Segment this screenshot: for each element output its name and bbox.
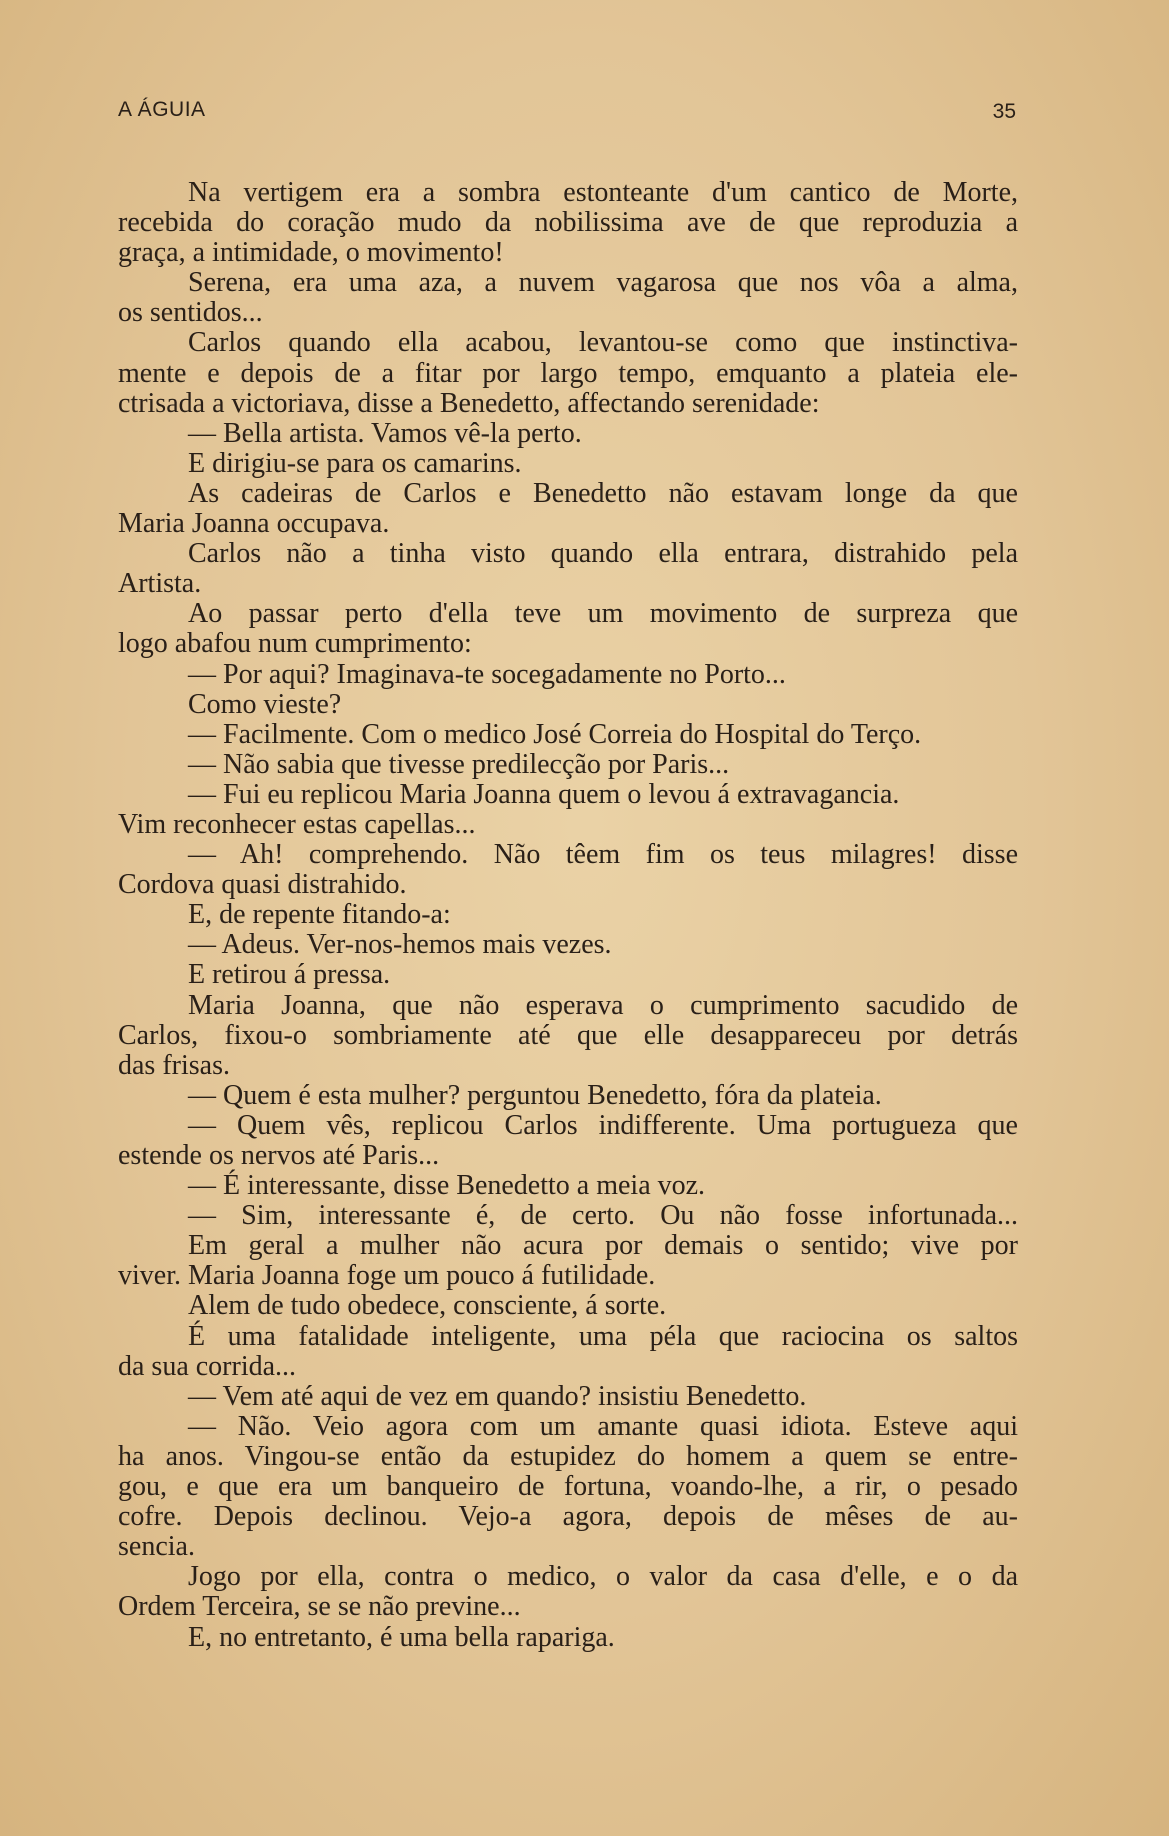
text-line: Como vieste? [188,688,342,720]
text-line: Cordova quasi distrahido. [118,869,407,901]
text-line: das frisas. [118,1049,230,1081]
text-line: — Não. Veio agora com um amante quasi idiota. Esteve aqui [188,1410,1018,1442]
text-line: — Não sabia que tivesse predilecção por Paris... [188,748,730,780]
text-line: Maria Joanna occupava. [118,508,390,540]
text-line: Ordem Terceira, se se não previne... [118,1591,521,1623]
text-line: estende os nervos até Paris... [118,1140,440,1171]
body-text [118,178,1018,1653]
text-line: — Por aqui? Imaginava-te socegadamente no Porto... [188,658,786,690]
text-line: Alem de tudo obedece, consciente, á sorte. [188,1290,667,1322]
text-line: — Ah! comprehendo. Não têem fim os teus milagres! disse [188,839,1018,871]
text-line: E, no entretanto, é uma bella rapariga. [188,1621,615,1653]
text-line: Ao passar perto d'ella teve um movimento de surpreza que [188,598,1018,630]
text-line: E retirou á pressa. [188,959,391,991]
text-line: viver. Maria Joanna foge um pouco á futilidade. [118,1260,656,1292]
text-line: — Fui eu replicou Maria Joanna quem o levou á extravagancia. [188,778,900,810]
text-line: recebida do coração mudo da nobilissima ave de que reproduzia a [118,207,1018,239]
text-line: — Facilmente. Com o medico José Correia do Hospital do Terço. [188,718,922,750]
text-line: Carlos, fixou-o sombriamente até que elle desappareceu por detrás [118,1019,1018,1051]
text-line: ctrisada a victoriava, disse a Benedetto, affectando serenidade: [118,387,820,419]
text-line: — Quem vês, replicou Carlos indifferente. Uma portugueza que [188,1109,1018,1141]
text-line: É uma fatalidade inteligente, uma péla que raciocina os saltos [188,1320,1018,1352]
text-line: Maria Joanna, que não esperava o cumprimento sacudido de [188,989,1018,1021]
text-line: — Bella artista. Vamos vê-la perto. [188,417,582,449]
running-head: A ÁGUIA [118,98,206,121]
text-line: Serena, era uma aza, a nuvem vagarosa que nos vôa a alma, [188,267,1018,299]
text-line: — É interessante, disse Benedetto a meia voz. [188,1170,706,1202]
text-line: Em geral a mulher não acura por demais o sentido; vive por [188,1230,1018,1262]
text-line: os sentidos... [118,297,263,329]
text-line: da sua corrida... [118,1350,297,1382]
text-line: E, de repente fitando-a: [188,899,451,931]
text-line: — Sim, interessante é, de certo. Ou não fosse infortunada... [188,1200,1018,1232]
text-line: cofre. Depois declinou. Vejo-a agora, depois de mêses de au- [118,1501,1018,1533]
page-header [118,98,1016,130]
text-line: mente e depois de a fitar por largo tempo, emquanto a plateia ele- [118,357,1018,389]
text-line: Carlos não a tinha visto quando ella entrara, distrahido pela [188,538,1018,570]
text-line: ha anos. Vingou-se então da estupidez do homem a quem se entre- [118,1440,1018,1472]
text-line: — Adeus. Ver-nos-hemos mais vezes. [188,929,612,961]
text-line: sencia. [118,1531,195,1563]
text-line: — Quem é esta mulher? perguntou Benedetto, fóra da plateia. [188,1079,882,1111]
text-line: Na vertigem era a sombra estonteante d'um cantico de Morte, [188,177,1018,208]
page-number: 35 [992,100,1016,123]
text-line: Vim reconhecer estas capellas... [118,808,476,840]
text-line: As cadeiras de Carlos e Benedetto não estavam longe da que [188,477,1018,509]
text-line: E dirigiu-se para os camarins. [188,447,522,479]
text-line: Artista. [118,568,202,600]
text-line: gou, e que era um banqueiro de fortuna, voando-lhe, a rir, o pesado [118,1471,1018,1503]
text-line: Jogo por ella, contra o medico, o valor da casa d'elle, e o da [188,1561,1018,1593]
text-line: Carlos quando ella acabou, levantou-se como que instinctiva- [188,327,1018,359]
text-line: — Vem até aqui de vez em quando? insistiu Benedetto. [188,1380,807,1412]
text-line: graça, a intimidade, o movimento! [118,237,504,269]
text-line: logo abafou num cumprimento: [118,628,472,660]
